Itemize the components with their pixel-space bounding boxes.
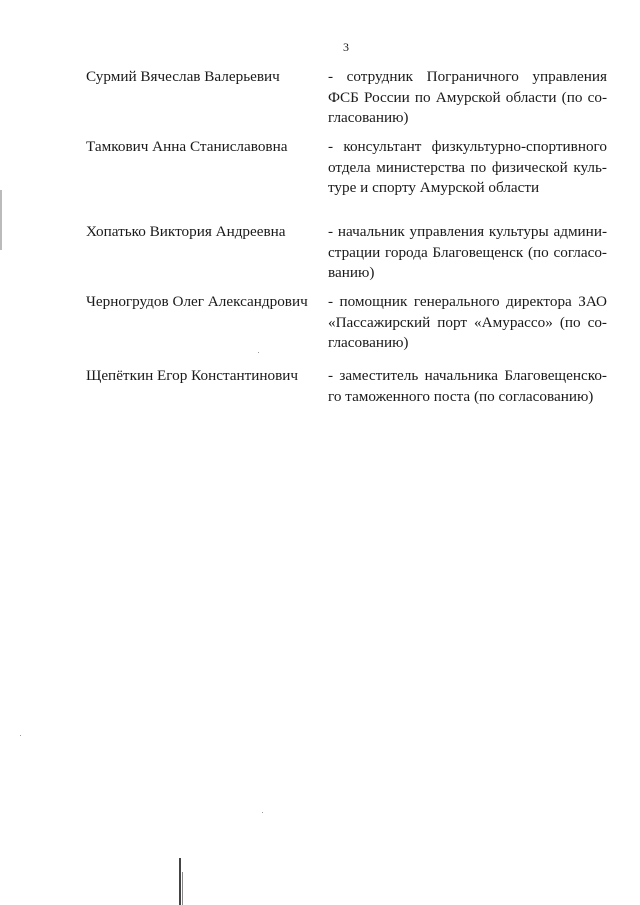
- member-role-line: - консультант физкультурно-спортивного: [328, 138, 607, 155]
- member-role: [328, 67, 607, 129]
- member-name: Черногрудов Олег Александрович: [86, 293, 308, 310]
- member-role: [328, 222, 607, 284]
- member-role-line: гласованию): [328, 334, 409, 351]
- member-role: [328, 292, 607, 354]
- member-role-line: «Пассажирский порт «Амурассо» (по со-: [328, 313, 607, 331]
- member-role-line: страции города Благовещенск (по согласо-: [328, 243, 607, 261]
- member-name: Сурмий Вячеслав Валерьевич: [86, 68, 280, 85]
- scan-artifact-line: [179, 858, 181, 905]
- scan-speck: [20, 735, 21, 736]
- member-role-line: отдела министерства по физической куль-: [328, 158, 607, 176]
- member-role-line: ФСБ России по Амурской области (по со-: [328, 88, 607, 106]
- page-number: 3: [343, 40, 349, 54]
- member-name: Тамкович Анна Станиславовна: [86, 138, 288, 155]
- member-role-line: - заместитель начальника Благовещенско-: [328, 367, 607, 384]
- member-role-line: го таможенного поста (по согласованию): [328, 387, 594, 405]
- member-role: [328, 137, 607, 199]
- member-role-line: - помощник генерального директора ЗАО: [328, 293, 607, 310]
- member-role-line: туре и спорту Амурской области: [328, 179, 540, 196]
- scan-speck: [258, 352, 259, 353]
- member-role-line: - сотрудник Пограничного управления: [328, 68, 607, 85]
- scan-edge-mark: [0, 190, 2, 250]
- member-role-line: гласованию): [328, 109, 409, 126]
- member-role: [328, 366, 607, 407]
- scan-speck: [262, 812, 263, 813]
- member-name: Щепёткин Егор Константинович: [86, 367, 299, 384]
- member-role-line: ванию): [328, 264, 375, 281]
- member-role-line: - начальник управления культуры админи-: [328, 223, 607, 240]
- member-name: Хопатько Виктория Андреевна: [86, 223, 286, 240]
- scan-artifact-line: [182, 872, 183, 905]
